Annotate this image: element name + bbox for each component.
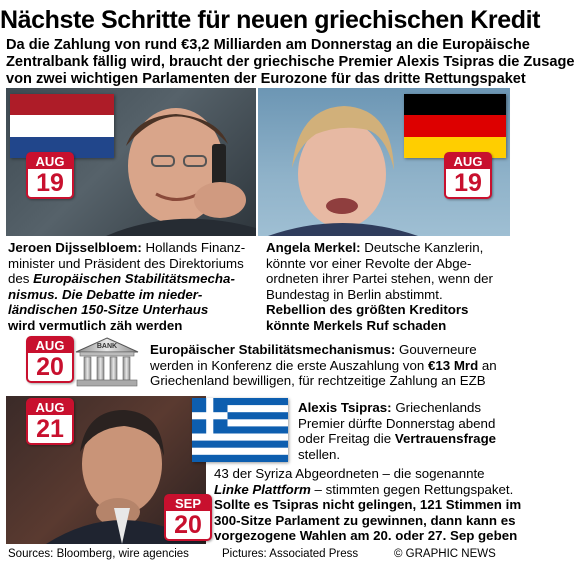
date-badge-dijsselbloem [26, 152, 74, 199]
merkel-text [266, 240, 493, 334]
text-line: könnte Merkels Ruf schaden [266, 317, 447, 333]
esm-text [150, 342, 497, 389]
text-line: ordneten ihrer Partei stehen, wenn der [266, 271, 493, 287]
esm-name: Europäischer Stabilitätsmechanismus: [150, 342, 396, 357]
footer-pictures: Pictures: Associated Press [222, 548, 359, 560]
text-line: Griechenlands [391, 400, 482, 415]
date-badge-day: 19 [36, 169, 64, 197]
text-line: Sollte es Tsipras nicht gelingen, 121 Stimmen im [214, 497, 522, 513]
text-line: oder Freitag die [298, 431, 395, 447]
tsipras-text [298, 400, 496, 462]
dijsselbloem-text [8, 240, 245, 334]
esm-amount: €13 Mrd [427, 357, 479, 373]
date-badge-election [164, 494, 212, 541]
text-line: 300-Sitze Parlament zu gewinnen, dann kann es [214, 512, 516, 528]
date-badge-day: 20 [36, 353, 64, 381]
left-platform: Linke Plattform [214, 481, 311, 497]
date-badge-tsipras [26, 398, 74, 445]
text-line: Deutsche Kanzlerin, [360, 240, 484, 255]
syriza-text [214, 466, 521, 544]
dijsselbloem-name: Jeroen Dijsselbloem: [8, 240, 142, 255]
text-line: Rebellion des größten Kreditors [266, 302, 469, 318]
date-badge-month: AUG [28, 154, 72, 169]
text-line: 43 der Syriza Abgeordneten – die sogenannte [214, 466, 485, 481]
text-line: Gouverneure [395, 342, 477, 357]
esm-emphasis: Europäischen Stabilitätsmecha- [33, 271, 235, 287]
subtitle-line-3: von zwei wichtigen Parlamenten der Eurozone für das dritte Rettungspaket [6, 71, 526, 87]
tsipras-name: Alexis Tsipras: [298, 400, 392, 415]
text-line: Hollands Finanz- [141, 240, 246, 255]
text-line: wird vermutlich zäh werden [8, 317, 183, 333]
date-badge-merkel [444, 152, 492, 199]
text-line: nismus. Die Debatte im nieder- [8, 286, 203, 302]
text-line: Bundestag in Berlin abstimmt. [266, 286, 443, 302]
confidence-vote: Vertrauensfrage [394, 431, 497, 447]
page-title: Nächste Schritte für neuen griechischen Kredit [0, 6, 541, 34]
date-badge-day: 19 [454, 169, 482, 197]
text-line: Griechenland bewilligen, für rechtzeitige Zahlung an EZB [150, 373, 486, 389]
text-line: vorgezogene Wahlen am 20. oder 27. Sep geben [214, 528, 518, 544]
date-badge-month: AUG [28, 400, 72, 415]
text-line: stellen. [298, 446, 341, 462]
subtitle-line-2: Zentralbank fällig wird, braucht der griechische Premier Alexis Tsipras die Zusage [6, 54, 575, 70]
greece-flag-graphic [192, 398, 288, 462]
text-line: des [8, 271, 34, 287]
date-badge-month: AUG [28, 338, 72, 353]
bank-label: BANK [96, 343, 118, 350]
subtitle [6, 37, 575, 88]
greece-flag [192, 398, 288, 462]
date-badge-esm [26, 336, 74, 383]
netherlands-flag [10, 94, 114, 158]
text-line: ländischen 150-Sitze Unterhaus [8, 302, 209, 318]
text-line: Premier dürfte Donnerstag abend [298, 415, 496, 431]
text-line: werden in Konferenz die erste Auszahlung von [150, 357, 428, 373]
footer-sources: Sources: Bloomberg, wire agencies [8, 548, 189, 560]
merkel-name: Angela Merkel: [266, 240, 361, 255]
text-line: an [478, 357, 497, 373]
date-badge-day: 21 [36, 415, 64, 443]
date-badge-day: 20 [174, 511, 202, 539]
bank-icon [74, 336, 140, 388]
germany-flag [404, 94, 506, 158]
text-line: könnte vor einer Revolte der Abge- [266, 255, 472, 271]
footer-credit: © GRAPHIC NEWS [394, 548, 496, 560]
text-line: – stimmten gegen Rettungspaket. [310, 481, 514, 497]
subtitle-line-1: Da die Zahlung von rund €3,2 Milliarden am Donnerstag an die Europäische [6, 37, 530, 53]
date-badge-month: AUG [446, 154, 490, 169]
text-line: minister und Präsident des Direktoriums [8, 255, 244, 271]
date-badge-month: SEP [166, 496, 210, 511]
